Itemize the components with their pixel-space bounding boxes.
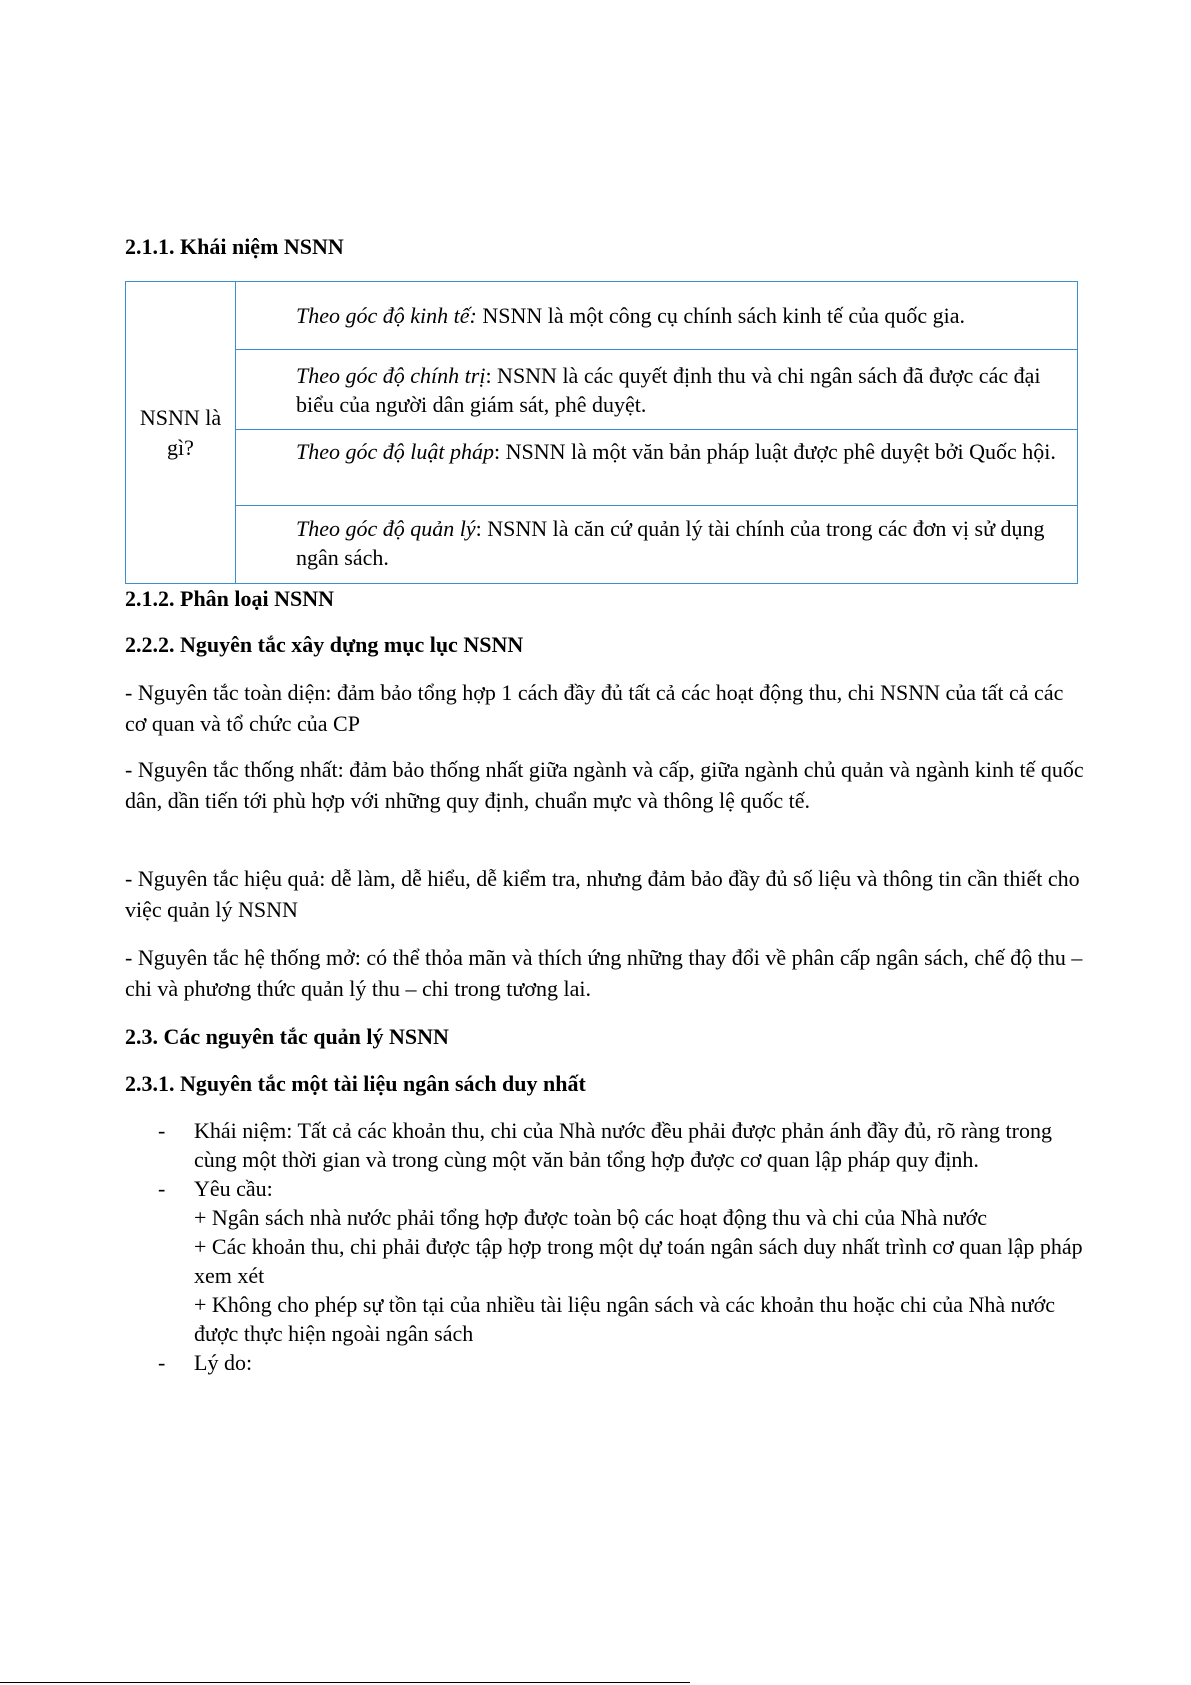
principle-efficiency: - Nguyên tắc hiệu quả: dễ làm, dễ hiểu, dễ kiểm tra, nhưng đảm bảo đầy đủ số liệu và thông tin cần thiết cho việc quản lý NSNN [125, 866, 1080, 922]
definition-table [125, 281, 1078, 584]
heading-2-1-1: 2.1.1. Khái niệm NSNN [125, 234, 344, 259]
requirement-item: + Các khoản thu, chi phải được tập hợp trong một dự toán ngân sách duy nhất trình cơ quan lập pháp xem xét [194, 1234, 1083, 1288]
table-row-management: Theo góc độ quản lý: NSNN là căn cứ quản lý tài chính của trong các đơn vị sử dụng ngân sách. [236, 506, 1078, 584]
table-left-label: NSNN là gì? [126, 282, 236, 584]
principle-open-system: - Nguyên tắc hệ thống mở: có thể thỏa mãn và thích ứng những thay đổi về phân cấp ngân sách, chế độ thu – chi và phương thức quản lý thu – chi trong tương lai. [125, 945, 1083, 1001]
heading-2-2-2: 2.2.2. Nguyên tắc xây dựng mục lục NSNN [125, 632, 524, 657]
bullet-reason: - Lý do: [158, 1350, 253, 1375]
table-row-legal: Theo góc độ luật pháp: NSNN là một văn bản pháp luật được phê duyệt bởi Quốc hội. [236, 430, 1078, 506]
table-row-economic: Theo góc độ kinh tế: NSNN là một công cụ chính sách kinh tế của quốc gia. [236, 282, 1078, 350]
bullet-concept: - Khái niệm: Tất cả các khoản thu, chi của Nhà nước đều phải được phản ánh đầy đủ, rõ ràng trong cùng một thời gian và trong cùng một văn bản tổng hợp được cơ quan lập pháp quy định. [158, 1118, 1052, 1172]
requirement-item: + Ngân sách nhà nước phải tổng hợp được toàn bộ các hoạt động thu và chi của Nhà nước [194, 1205, 987, 1230]
principle-comprehensive: - Nguyên tắc toàn diện: đảm bảo tổng hợp 1 cách đầy đủ tất cả các hoạt động thu, chi NSNN của tất cả các cơ quan và tổ chức của CP [125, 680, 1064, 736]
principle-bullet-list [158, 1116, 1088, 1377]
bullet-requirements: - Yêu cầu: + Ngân sách nhà nước phải tổng hợp được toàn bộ các hoạt động thu và chi của Nhà nước + Các khoản thu, chi phải được tập hợp trong một dự toán ngân sách duy nhất trình cơ quan lập pháp xem xét + Không cho phép sự tồn tại của nhiều tài liệu ngân sách và các khoản thu hoặc chi của Nhà nước được thực hiện ngoài ngân sách [158, 1174, 1088, 1348]
page-bottom-rule [0, 1682, 690, 1683]
heading-2-3: 2.3. Các nguyên tắc quản lý NSNN [125, 1024, 449, 1049]
heading-2-3-1: 2.3.1. Nguyên tắc một tài liệu ngân sách duy nhất [125, 1071, 586, 1096]
heading-2-1-2: 2.1.2. Phân loại NSNN [125, 586, 335, 611]
principle-unity: - Nguyên tắc thống nhất: đảm bảo thống nhất giữa ngành và cấp, giữa ngành chủ quản và ngành kinh tế quốc dân, dần tiến tới phù hợp với những quy định, chuẩn mực và thông lệ quốc tế. [125, 757, 1084, 813]
requirement-item: + Không cho phép sự tồn tại của nhiều tài liệu ngân sách và các khoản thu hoặc chi của Nhà nước được thực hiện ngoài ngân sách [194, 1292, 1055, 1346]
table-row-political: Theo góc độ chính trị: NSNN là các quyết định thu và chi ngân sách đã được các đại biểu của người dân giám sát, phê duyệt. [236, 350, 1078, 430]
